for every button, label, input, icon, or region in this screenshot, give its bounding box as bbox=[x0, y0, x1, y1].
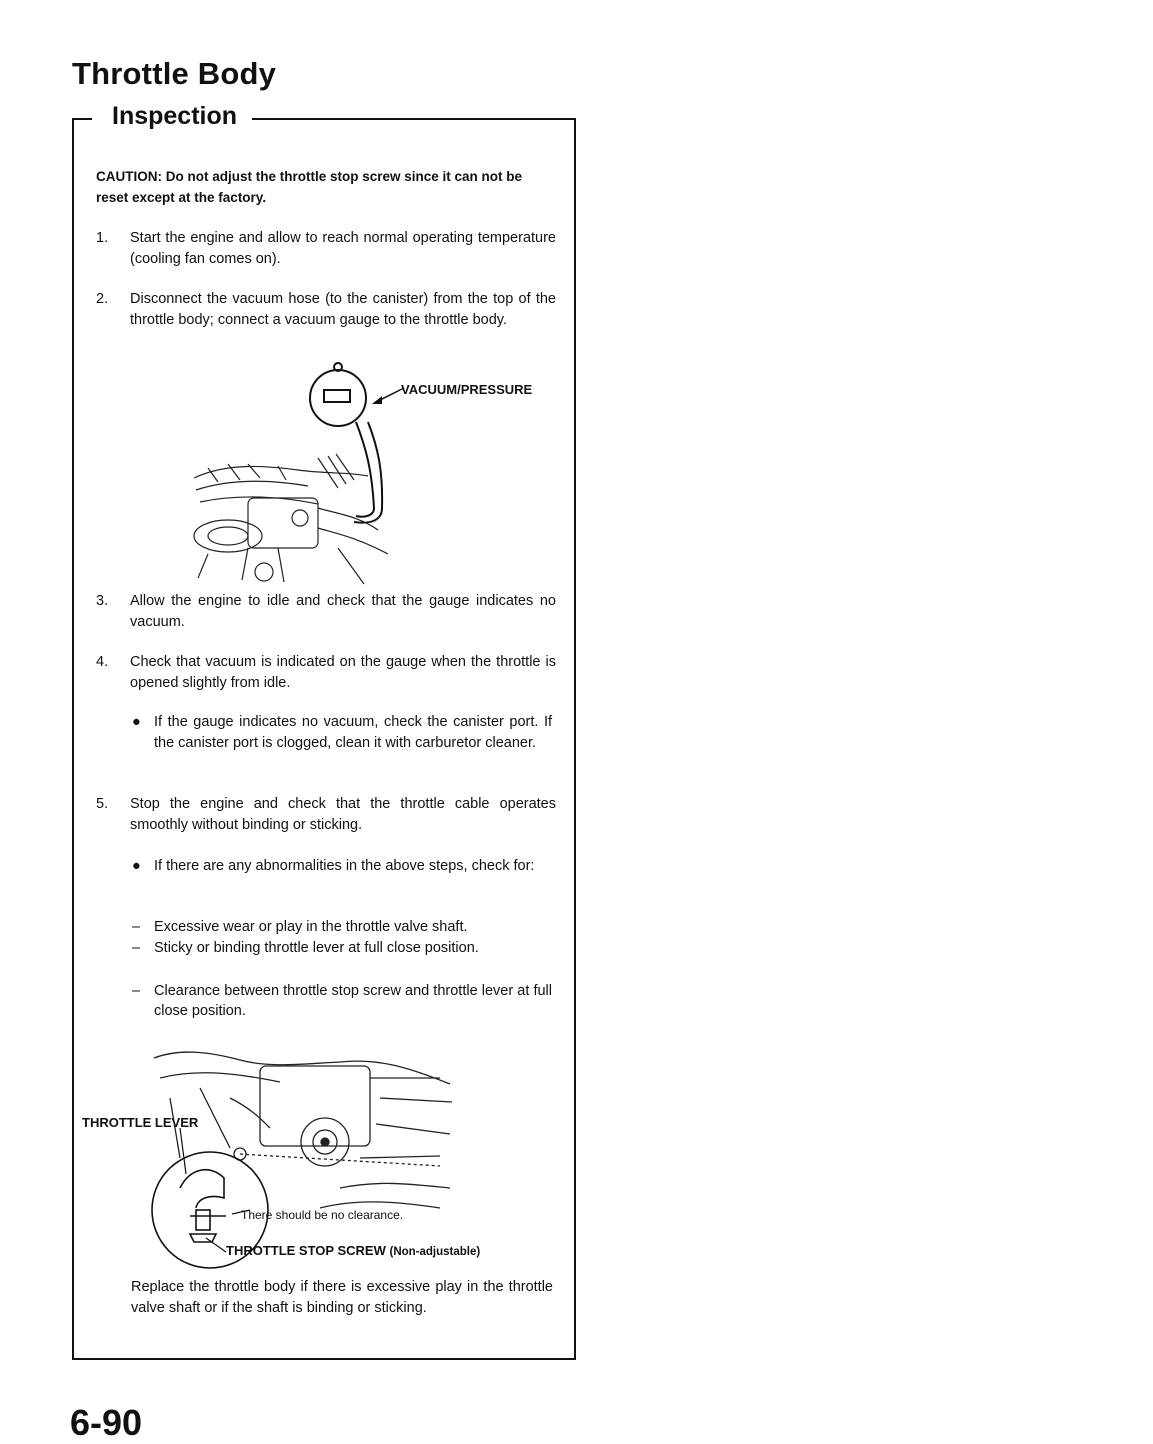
box-border-top-left bbox=[72, 118, 92, 120]
gauge-window bbox=[324, 390, 350, 402]
bullet-text: If there are any abnormalities in the above steps, check for: bbox=[154, 858, 535, 874]
step-3 bbox=[96, 591, 556, 632]
box-border-top-right bbox=[252, 118, 574, 120]
dash-icon: – bbox=[132, 940, 141, 956]
step-number: 4. bbox=[96, 654, 109, 670]
label-screw-note: (Non-adjustable) bbox=[389, 1246, 481, 1258]
step-number: 3. bbox=[96, 593, 109, 609]
section-heading: Inspection bbox=[106, 102, 243, 131]
step-number: 2. bbox=[96, 291, 109, 307]
check-item bbox=[132, 917, 552, 937]
step-number: 1. bbox=[96, 230, 109, 246]
label-screw-name: THROTTLE STOP SCREW bbox=[226, 1243, 386, 1258]
dash-icon: – bbox=[132, 919, 141, 935]
step-text: Start the engine and allow to reach normal operating temperature (cooling fan comes on). bbox=[130, 230, 556, 267]
step-2 bbox=[96, 289, 556, 330]
caution-note: CAUTION: Do not adjust the throttle stop screw since it can not be reset except at the factory. bbox=[96, 169, 523, 205]
screw-leader-line bbox=[206, 1238, 226, 1252]
step-number: 5. bbox=[96, 796, 109, 812]
lever-leader-line bbox=[180, 1128, 186, 1174]
step-text: Check that vacuum is indicated on the gauge when the throttle is opened slightly from idle. bbox=[130, 654, 556, 691]
throttle-body-sketch bbox=[248, 498, 318, 548]
bullet-icon: ● bbox=[132, 858, 141, 874]
page-number: 6-90 bbox=[70, 1402, 143, 1443]
label-throttle-lever: THROTTLE LEVER bbox=[82, 1115, 199, 1130]
stop-screw bbox=[196, 1210, 210, 1230]
check-item bbox=[132, 981, 552, 1021]
step-text: Disconnect the vacuum hose (to the canister) from the top of the throttle body; connect a vacuum gauge to the throttle body. bbox=[130, 291, 556, 328]
vacuum-hose bbox=[356, 422, 374, 508]
label-vacuum-pressure: VACUUM/PRESSURE bbox=[401, 382, 533, 397]
check-text: Clearance between throttle stop screw and throttle lever at full close position. bbox=[154, 983, 552, 1019]
step-text: Allow the engine to idle and check that the gauge indicates no vacuum. bbox=[130, 593, 556, 630]
check-text: Excessive wear or play in the throttle valve shaft. bbox=[154, 919, 468, 935]
engine-detail bbox=[154, 1052, 450, 1084]
bullet-text: If the gauge indicates no vacuum, check the canister port. If the canister port is clogged, clean it with carburetor cleaner. bbox=[154, 714, 552, 751]
step-4 bbox=[96, 652, 556, 693]
closing-paragraph: Replace the throttle body if there is excessive play in the throttle valve shaft or if the shaft is binding or sticking. bbox=[131, 1279, 553, 1316]
check-text: Sticky or binding throttle lever at full close position. bbox=[154, 940, 479, 956]
step-5 bbox=[96, 794, 556, 835]
check-item bbox=[132, 938, 552, 958]
label-throttle-stop-screw bbox=[226, 1243, 480, 1258]
throttle-lever-illustration bbox=[140, 1038, 460, 1260]
bullet-icon: ● bbox=[132, 714, 141, 730]
gauge-dial bbox=[310, 370, 366, 426]
step-1 bbox=[96, 228, 556, 269]
bullet-item bbox=[132, 856, 552, 877]
label-no-clearance: There should be no clearance. bbox=[241, 1208, 404, 1222]
bullet-item bbox=[132, 712, 552, 754]
page-title: Throttle Body bbox=[72, 56, 277, 91]
dash-icon: – bbox=[132, 983, 141, 999]
step-text: Stop the engine and check that the throttle cable operates smoothly without binding or sticking. bbox=[130, 796, 556, 833]
